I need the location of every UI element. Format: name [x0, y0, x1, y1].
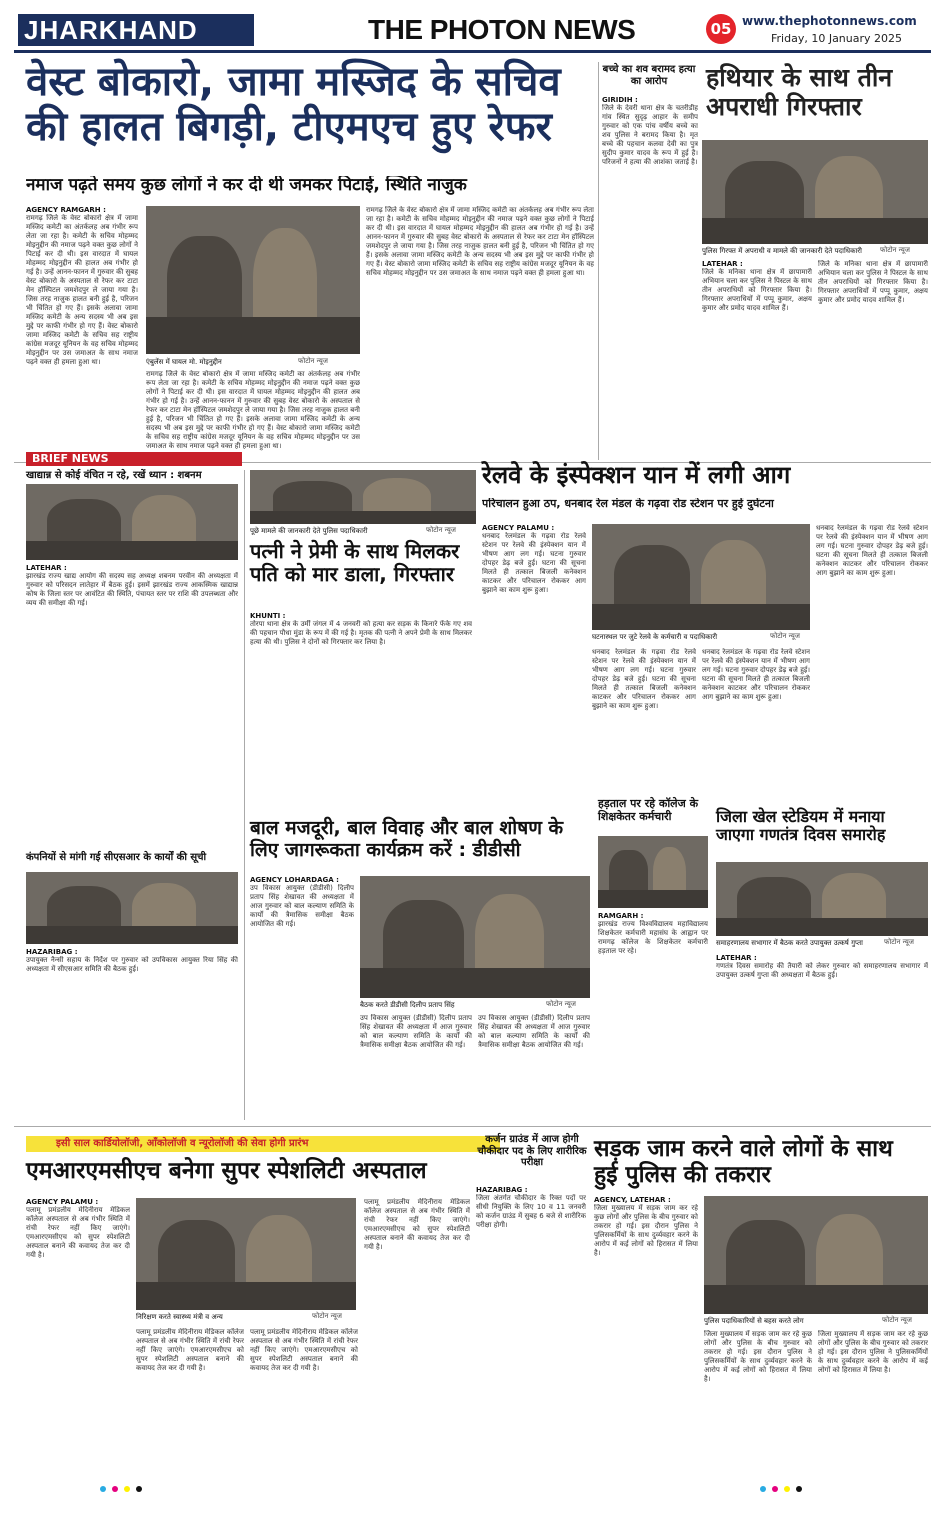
arrest-headline: हथियार के साथ तीन अपराधी गिरफ्तार — [706, 63, 893, 121]
hospital-photo — [136, 1198, 356, 1310]
hospital-column — [26, 1198, 130, 1468]
stadium-photo — [716, 862, 928, 936]
print-registration-marks — [100, 1486, 148, 1492]
rail-body-cont3: धनबाद रेलमंडल के गढ़वा रोड रेलवे स्टेशन पर रेलवे की इंस्पेक्शन यान में भीषण आग लग गई। घटना गुरुवार दोपहर डेढ़ बजे हुई। घटना की सूचना मिलते ही तत्काल बिजली कनेक्शन काटकर और परिचालन रोककर आग बुझाने का काम शुरू हुआ। — [816, 524, 928, 577]
lead-body-cont2: रामगढ़ जिले के वेस्ट बोकारो क्षेत्र में जामा मस्जिद कमेटी का अंतर्कलह अब गंभीर रूप लेता जा रहा है। कमेटी के सचिव मोहम्मद मोइनुद्दीन की नमाज पढ़ने वक्त कुछ लोगों ने पिटाई कर दी थी। इस वारदात में घायल मोहम्मद मोइनुद्दीन की हालत अब गंभीर हो गई है। उन्हें आनन-फानन में गुरुवार की सुबह वेस्ट बोकारो के अस्पताल से रेफर कर टाटा मेन हॉस्पिटल जमशेदपुर ले जाया गया है। जिस तरह नाजुक हालत बनी हुई है, परिजन भी चिंतित हो गए हैं। इसके अलावा जामा मस्जिद कमेटी के अन्य सदस्य भी अब इस मुद्दे पर काफी गंभीर हो गए हैं। वेस्ट बोकारो जामा मस्जिद कमेटी के सचिव सह राष्ट्रीय कांग्रेस मजदूर यूनियन के वह सचिव मोहम्मद मोइनुद्दीन पर उस जमाअत के साथ नमाज पढ़ने वक्त ही हमला हुआ था। — [366, 206, 594, 277]
lead-photo-caption: एंबुलेंस में घायल मो. मोइनुद्दीन — [146, 358, 222, 366]
exam-column — [476, 1186, 586, 1464]
brief-column — [26, 564, 238, 798]
college-column — [598, 912, 708, 1110]
rail-body-cont: धनबाद रेलमंडल के गढ़वा रोड रेलवे स्टेशन पर रेलवे की इंस्पेक्शन यान में भीषण आग लग गई। घटना गुरुवार दोपहर डेढ़ बजे हुई। घटना की सूचना मिलते ही तत्काल बिजली कनेक्शन काटकर और परिचालन रोककर आग बुझाने का काम शुरू हुआ। — [592, 648, 696, 710]
arrest-photo-caption: पुलिस गिरफ्त में अपराधी व मामले की जानकारी देते पदाधिकारी — [702, 247, 862, 255]
brief-dateline: LATEHAR : — [26, 564, 67, 572]
stadium-headline: जिला खेल स्टेडियम में मनाया जाएगा गणतंत्र दिवस समारोह — [716, 807, 886, 845]
brief-photo — [26, 484, 238, 560]
hospital-photo-caption: निरिक्षण करते स्वास्थ्य मंत्री व अन्य — [136, 1313, 223, 1321]
newspaper-logo: THE PHOTON NEWS — [368, 14, 636, 45]
stadium-column — [716, 954, 928, 1110]
hospital-dateline: AGENCY PALAMU : — [26, 1198, 99, 1206]
brief-news-label: BRIEF NEWS — [26, 452, 242, 466]
rail-body-cont2: धनबाद रेलमंडल के गढ़वा रोड रेलवे स्टेशन पर रेलवे की इंस्पेक्शन यान में भीषण आग लग गई। घटना गुरुवार दोपहर डेढ़ बजे हुई। घटना की सूचना मिलते ही तत्काल बिजली कनेक्शन काटकर और परिचालन रोककर आग बुझाने का काम शुरू हुआ। — [702, 648, 810, 701]
lead-dateline: AGENCY RAMGARH : — [26, 206, 106, 214]
college-photo — [598, 836, 708, 908]
exam-body: जिला अंतर्गत चौकीदार के रिक्त पदों पर सीधी नियुक्ति के लिए 10 व 11 जनवरी को कर्जन ग्राउंड में सुबह 6 बजे से शारीरिक परीक्षा होगी। — [476, 1194, 586, 1229]
murder-photo — [250, 470, 476, 524]
college-body: झारखंड राज्य विश्वविद्यालय महाविद्यालय शिक्षकेतर कर्मचारी महासंघ के आह्वान पर रामगढ़ कॉलेज के शिक्षकेतर कर्मचारी हड़ताल पर रहे। — [598, 920, 708, 955]
arrest-photo — [702, 140, 928, 244]
college-headline: हड़ताल पर रहे कॉलेज के शिक्षकेतर कर्मचारी — [598, 797, 699, 823]
csr-photo — [26, 872, 238, 944]
lead-photo-credit: फोटोन न्यूज — [298, 357, 328, 365]
brief-headline: खाद्यान्न से कोई वंचित न रहे, रखें ध्यान : शबनम — [26, 470, 202, 481]
road-column — [594, 1196, 698, 1464]
murder-body: तोरपा थाना क्षेत्र के उर्मी जंगल में 4 जनवरी को हत्या कर सड़क के किनारे फेंके गए शव की पहचान पौधा मुंडा के रूप में की गई है। मृतक की पत्नी ने अपने प्रेमी के साथ मिलकर हत्या की थी। पुलिस ने दोनों को गिरफ्तार कर लिया है। — [250, 620, 472, 646]
website-url[interactable]: www.thephotonnews.com — [742, 14, 917, 28]
stadium-photo-caption: समाहरणालय सभागार में बैठक करते उपायुक्त उत्कर्ष गुप्ता — [716, 939, 863, 947]
murder-column — [250, 612, 472, 812]
csr-body: उपायुक्त नैन्सी सहाय के निर्देश पर गुरुवार को उपविकास आयुक्त रिया सिंह की अध्यक्षता में सीएसआर समिति की बैठक हुई। — [26, 956, 238, 973]
rail-column — [482, 524, 586, 802]
stadium-photo-credit: फोटोन न्यूज — [884, 938, 914, 946]
side-dateline: GIRIDIH : — [602, 96, 638, 104]
side-column — [602, 96, 698, 456]
road-body-cont2: जिला मुख्यालय में सड़क जाम कर रहे कुछ लोगों और पुलिस के बीच गुरुवार को तकरार हो गई। इस दौरान पुलिस ने पुलिसकर्मियों के साथ दुर्व्यवहार करने के आरोप में कई लोगों को हिरासत में लिया है। — [818, 1330, 928, 1374]
rail-dateline: AGENCY PALAMU : — [482, 524, 555, 532]
road-headline: सड़क जाम करने वाले लोगों के साथ हुई पुलिस की तकरार — [594, 1136, 893, 1189]
stadium-body: गणतंत्र दिवस समारोह की तैयारी को लेकर गुरुवार को समाहरणालय सभागार में उपायुक्त उत्कर्ष गुप्ता की अध्यक्षता में बैठक हुई। — [716, 962, 928, 979]
csr-dateline: HAZARIBAG : — [26, 948, 78, 956]
arrest-body: जिले के मनिका थाना क्षेत्र में छापामारी अभियान चला कर पुलिस ने पिस्टल के साथ तीन अपराधियों को गिरफ्तार किया है। गिरफ्तार अपराधियों में पप्पू कुमार, अक्षय कुमार और प्रमोद यादव शामिल हैं। — [702, 268, 812, 312]
child-headline: बाल मजदूरी, बाल विवाह और बाल शोषण के लिए जागरूकता कार्यक्रम करें : डीडीसी — [250, 817, 564, 861]
child-photo-caption: बैठक करते डीडीसी दिलीप प्रताप सिंह — [360, 1001, 455, 1009]
murder-dateline: KHUNTI : — [250, 612, 286, 620]
lead-headline: वेस्ट बोकारो, जामा मस्जिद के सचिव की हालत बिगड़ी, टीएमएच हुए रेफर — [26, 59, 561, 150]
section-rule — [14, 1126, 931, 1127]
rail-body: धनबाद रेलमंडल के गढ़वा रोड रेलवे स्टेशन पर रेलवे की इंस्पेक्शन यान में भीषण आग लग गई। घटना गुरुवार दोपहर डेढ़ बजे हुई। घटना की सूचना मिलते ही तत्काल बिजली कनेक्शन काटकर और परिचालन रोककर आग बुझाने का काम शुरू हुआ। — [482, 532, 586, 594]
hospital-body-cont: पलामू प्रमंडलीय मेदिनीराय मेडिकल कॉलेज अस्पताल से अब गंभीर स्थिति में रांची रेफर नहीं किए जाएंगे। एमआरएमसीएच को सुपर स्पेशलिटी अस्पताल बनाने की कवायद तेज कर दी गयी है। — [136, 1328, 244, 1372]
issue-date: Friday, 10 January 2025 — [771, 32, 903, 45]
rail-photo — [592, 524, 810, 630]
road-body: जिला मुख्यालय में सड़क जाम कर रहे कुछ लोगों और पुलिस के बीच गुरुवार को तकरार हो गई। इस दौरान पुलिस ने पुलिसकर्मियों के साथ दुर्व्यवहार करने के आरोप में कई लोगों को हिरासत में लिया है। — [594, 1204, 698, 1257]
side-body: जिले के देवरी थाना क्षेत्र के चतरीडीह गांव स्थित सुदृढ़ आहार के समीप गुरुवार को एक पांच वर्षीय बच्चे का शव पुलिस ने बरामद किया है। मृत बच्चे की पहचान कलवा देवी का पुत्र सुदीप कुमार यादव के रूप में हुई है। परिजनों ने हत्या की आशंका जताई है। — [602, 104, 698, 166]
road-photo-credit: फोटोन न्यूज — [882, 1316, 912, 1324]
arrest-dateline: LATEHAR : — [702, 260, 743, 268]
column-divider — [244, 470, 245, 1120]
hospital-body: पलामू प्रमंडलीय मेदिनीराय मेडिकल कॉलेज अस्पताल से अब गंभीर स्थिति में रांची रेफर नहीं किए जाएंगे। एमआरएमसीएच को सुपर स्पेशलिटी अस्पताल बनाने की कवायद तेज कर दी गयी है। — [26, 1206, 130, 1259]
column-divider — [598, 62, 599, 460]
child-dateline: AGENCY LOHARDAGA : — [250, 876, 339, 884]
road-photo — [704, 1196, 928, 1314]
lead-body-cont: रामगढ़ जिले के वेस्ट बोकारो क्षेत्र में जामा मस्जिद कमेटी का अंतर्कलह अब गंभीर रूप लेता जा रहा है। कमेटी के सचिव मोहम्मद मोइनुद्दीन की नमाज पढ़ने वक्त कुछ लोगों ने पिटाई कर दी थी। इस वारदात में घायल मोहम्मद मोइनुद्दीन की हालत अब गंभीर हो गई है। उन्हें आनन-फानन में गुरुवार की सुबह वेस्ट बोकारो के अस्पताल से रेफर कर टाटा मेन हॉस्पिटल जमशेदपुर ले जाया गया है। जिस तरह नाजुक हालत बनी हुई है, परिजन भी चिंतित हो गए हैं। इसके अलावा जामा मस्जिद कमेटी के अन्य सदस्य भी अब इस मुद्दे पर काफी गंभीर हो गए हैं। वेस्ट बोकारो जामा मस्जिद कमेटी के सचिव सह राष्ट्रीय कांग्रेस मजदूर यूनियन के वह सचिव मोहम्मद मोइनुद्दीन पर उस जमाअत के साथ नमाज पढ़ने वक्त ही हमला हुआ था। — [146, 370, 360, 450]
exam-headline: कर्जन ग्राउंड में आज होगी चौकीदार पद के लिए शारीरिक परीक्षा — [477, 1134, 587, 1168]
child-photo-credit: फोटोन न्यूज — [546, 1000, 576, 1008]
masthead-rule — [14, 50, 931, 53]
stadium-dateline: LATEHAR : — [716, 954, 757, 962]
page-number-badge: 05 — [706, 14, 736, 44]
exam-dateline: HAZARIBAG : — [476, 1186, 528, 1194]
lead-column — [26, 206, 138, 456]
road-photo-caption: पुलिस पदाधिकारियों से बहस करते लोग — [704, 1317, 804, 1325]
child-body: उप विकास आयुक्त (डीडीसी) दिलीप प्रताप सिंह शेखावत की अध्यक्षता में आज गुरुवार को बाल कल्याण समिति के कार्यों की त्रैमासिक समीक्षा बैठक आयोजित की गई। — [250, 884, 354, 928]
murder-photo-caption: पूछे मामले की जानकारी देते पुलिस पदाधिकारी — [250, 527, 368, 535]
rail-headline: रेलवे के इंस्पेक्शन यान में लगी आग — [482, 461, 791, 489]
hospital-body-cont3: पलामू प्रमंडलीय मेदिनीराय मेडिकल कॉलेज अस्पताल से अब गंभीर स्थिति में रांची रेफर नहीं किए जाएंगे। एमआरएमसीएच को सुपर स्पेशलिटी अस्पताल बनाने की कवायद तेज कर दी गयी है। — [364, 1198, 470, 1251]
child-photo — [360, 876, 590, 998]
rail-subhead: परिचालन हुआ ठप, धनबाद रेल मंडल के गढ़वा रोड स्टेशन पर हुई दुर्घटना — [482, 498, 774, 510]
arrest-body-cont: जिले के मनिका थाना क्षेत्र में छापामारी अभियान चला कर पुलिस ने पिस्टल के साथ तीन अपराधियों को गिरफ्तार किया है। गिरफ्तार अपराधियों में पप्पू कुमार, अक्षय कुमार और प्रमोद यादव शामिल हैं। — [818, 260, 928, 304]
brief-body: झारखंड राज्य खाद्य आयोग की सदस्य सह अध्यक्ष शबनम परवीन की अध्यक्षता में गुरुवार को परिसदन लातेहार में बैठक हुई। इसमें झारखंड राज्य आकस्मिक खाद्यान्न कोष के जिला स्तर पर आवंटित की स्थिति, पंचायत स्तर पर राशि की उपलब्धता और व्यय की समीक्षा की गई। — [26, 572, 238, 607]
murder-headline: पत्नी ने प्रेमी के साथ मिलकर पति को मार डाला, गिरफ्तार — [250, 539, 460, 586]
child-body-cont2: उप विकास आयुक्त (डीडीसी) दिलीप प्रताप सिंह शेखावत की अध्यक्षता में आज गुरुवार को बाल कल्याण समिति के कार्यों की त्रैमासिक समीक्षा बैठक आयोजित की गई। — [478, 1014, 590, 1049]
csr-headline: कंपनियों से मांगी गई सीएसआर के कार्यों की सूची — [26, 852, 207, 863]
murder-photo-credit: फोटोन न्यूज — [426, 526, 456, 534]
lead-subhead: नमाज पढ़ते समय कुछ लोगों ने कर दी थी जमकर पिटाई, स्थिति नाजुक — [26, 176, 467, 195]
hospital-headline: एमआरएमसीएच बनेगा सुपर स्पेशलिटी अस्पताल — [26, 1158, 427, 1184]
child-body-cont: उप विकास आयुक्त (डीडीसी) दिलीप प्रताप सिंह शेखावत की अध्यक्षता में आज गुरुवार को बाल कल्याण समिति के कार्यों की त्रैमासिक समीक्षा बैठक आयोजित की गई। — [360, 1014, 472, 1049]
road-body-cont: जिला मुख्यालय में सड़क जाम कर रहे कुछ लोगों और पुलिस के बीच गुरुवार को तकरार हो गई। इस दौरान पुलिस ने पुलिसकर्मियों के साथ दुर्व्यवहार करने के आरोप में कई लोगों को हिरासत में लिया है। — [704, 1330, 812, 1383]
arrest-column — [702, 260, 812, 454]
side-headline: बच्चे का शव बरामद हत्या का आरोप — [602, 64, 696, 87]
print-registration-marks — [760, 1486, 808, 1492]
section-label: JHARKHAND — [18, 14, 254, 46]
hospital-photo-credit: फोटोन न्यूज — [312, 1312, 342, 1320]
child-column — [250, 876, 354, 1114]
rail-photo-credit: फोटोन न्यूज — [770, 632, 800, 640]
arrest-photo-credit: फोटोन न्यूज — [880, 246, 910, 254]
rail-photo-caption: घटनास्थल पर जुटे रेलवे के कर्मचारी व पदाधिकारी — [592, 633, 718, 641]
hospital-banner: इसी साल कार्डियोलॉजी, ऑंकोलॉजी व न्यूरोलॉजी की सेवा होगी प्रारंभ — [26, 1136, 500, 1152]
road-dateline: AGENCY, LATEHAR : — [594, 1196, 671, 1204]
hospital-body-cont2: पलामू प्रमंडलीय मेदिनीराय मेडिकल कॉलेज अस्पताल से अब गंभीर स्थिति में रांची रेफर नहीं किए जाएंगे। एमआरएमसीएच को सुपर स्पेशलिटी अस्पताल बनाने की कवायद तेज कर दी गयी है। — [250, 1328, 358, 1372]
lead-photo — [146, 206, 360, 354]
college-dateline: RAMGARH : — [598, 912, 644, 920]
csr-column — [26, 948, 238, 1118]
lead-body: रामगढ़ जिले के वेस्ट बोकारो क्षेत्र में जामा मस्जिद कमेटी का अंतर्कलह अब गंभीर रूप लेता जा रहा है। कमेटी के सचिव मोहम्मद मोइनुद्दीन की नमाज पढ़ने वक्त कुछ लोगों ने पिटाई कर दी थी। इस वारदात में घायल मोहम्मद मोइनुद्दीन की हालत अब गंभीर हो गई है। उन्हें आनन-फानन में गुरुवार की सुबह वेस्ट बोकारो के अस्पताल से रेफर कर टाटा मेन हॉस्पिटल जमशेदपुर ले जाया गया है। जिस तरह नाजुक हालत बनी हुई है, परिजन भी चिंतित हो गए हैं। इसके अलावा जामा मस्जिद कमेटी के अन्य सदस्य भी अब इस मुद्दे पर काफी गंभीर हो गए हैं। वेस्ट बोकारो जामा मस्जिद कमेटी के सचिव सह राष्ट्रीय कांग्रेस मजदूर यूनियन के वह सचिव मोहम्मद मोइनुद्दीन पर उस जमाअत के साथ नमाज पढ़ने वक्त ही हमला हुआ था। — [26, 214, 138, 366]
